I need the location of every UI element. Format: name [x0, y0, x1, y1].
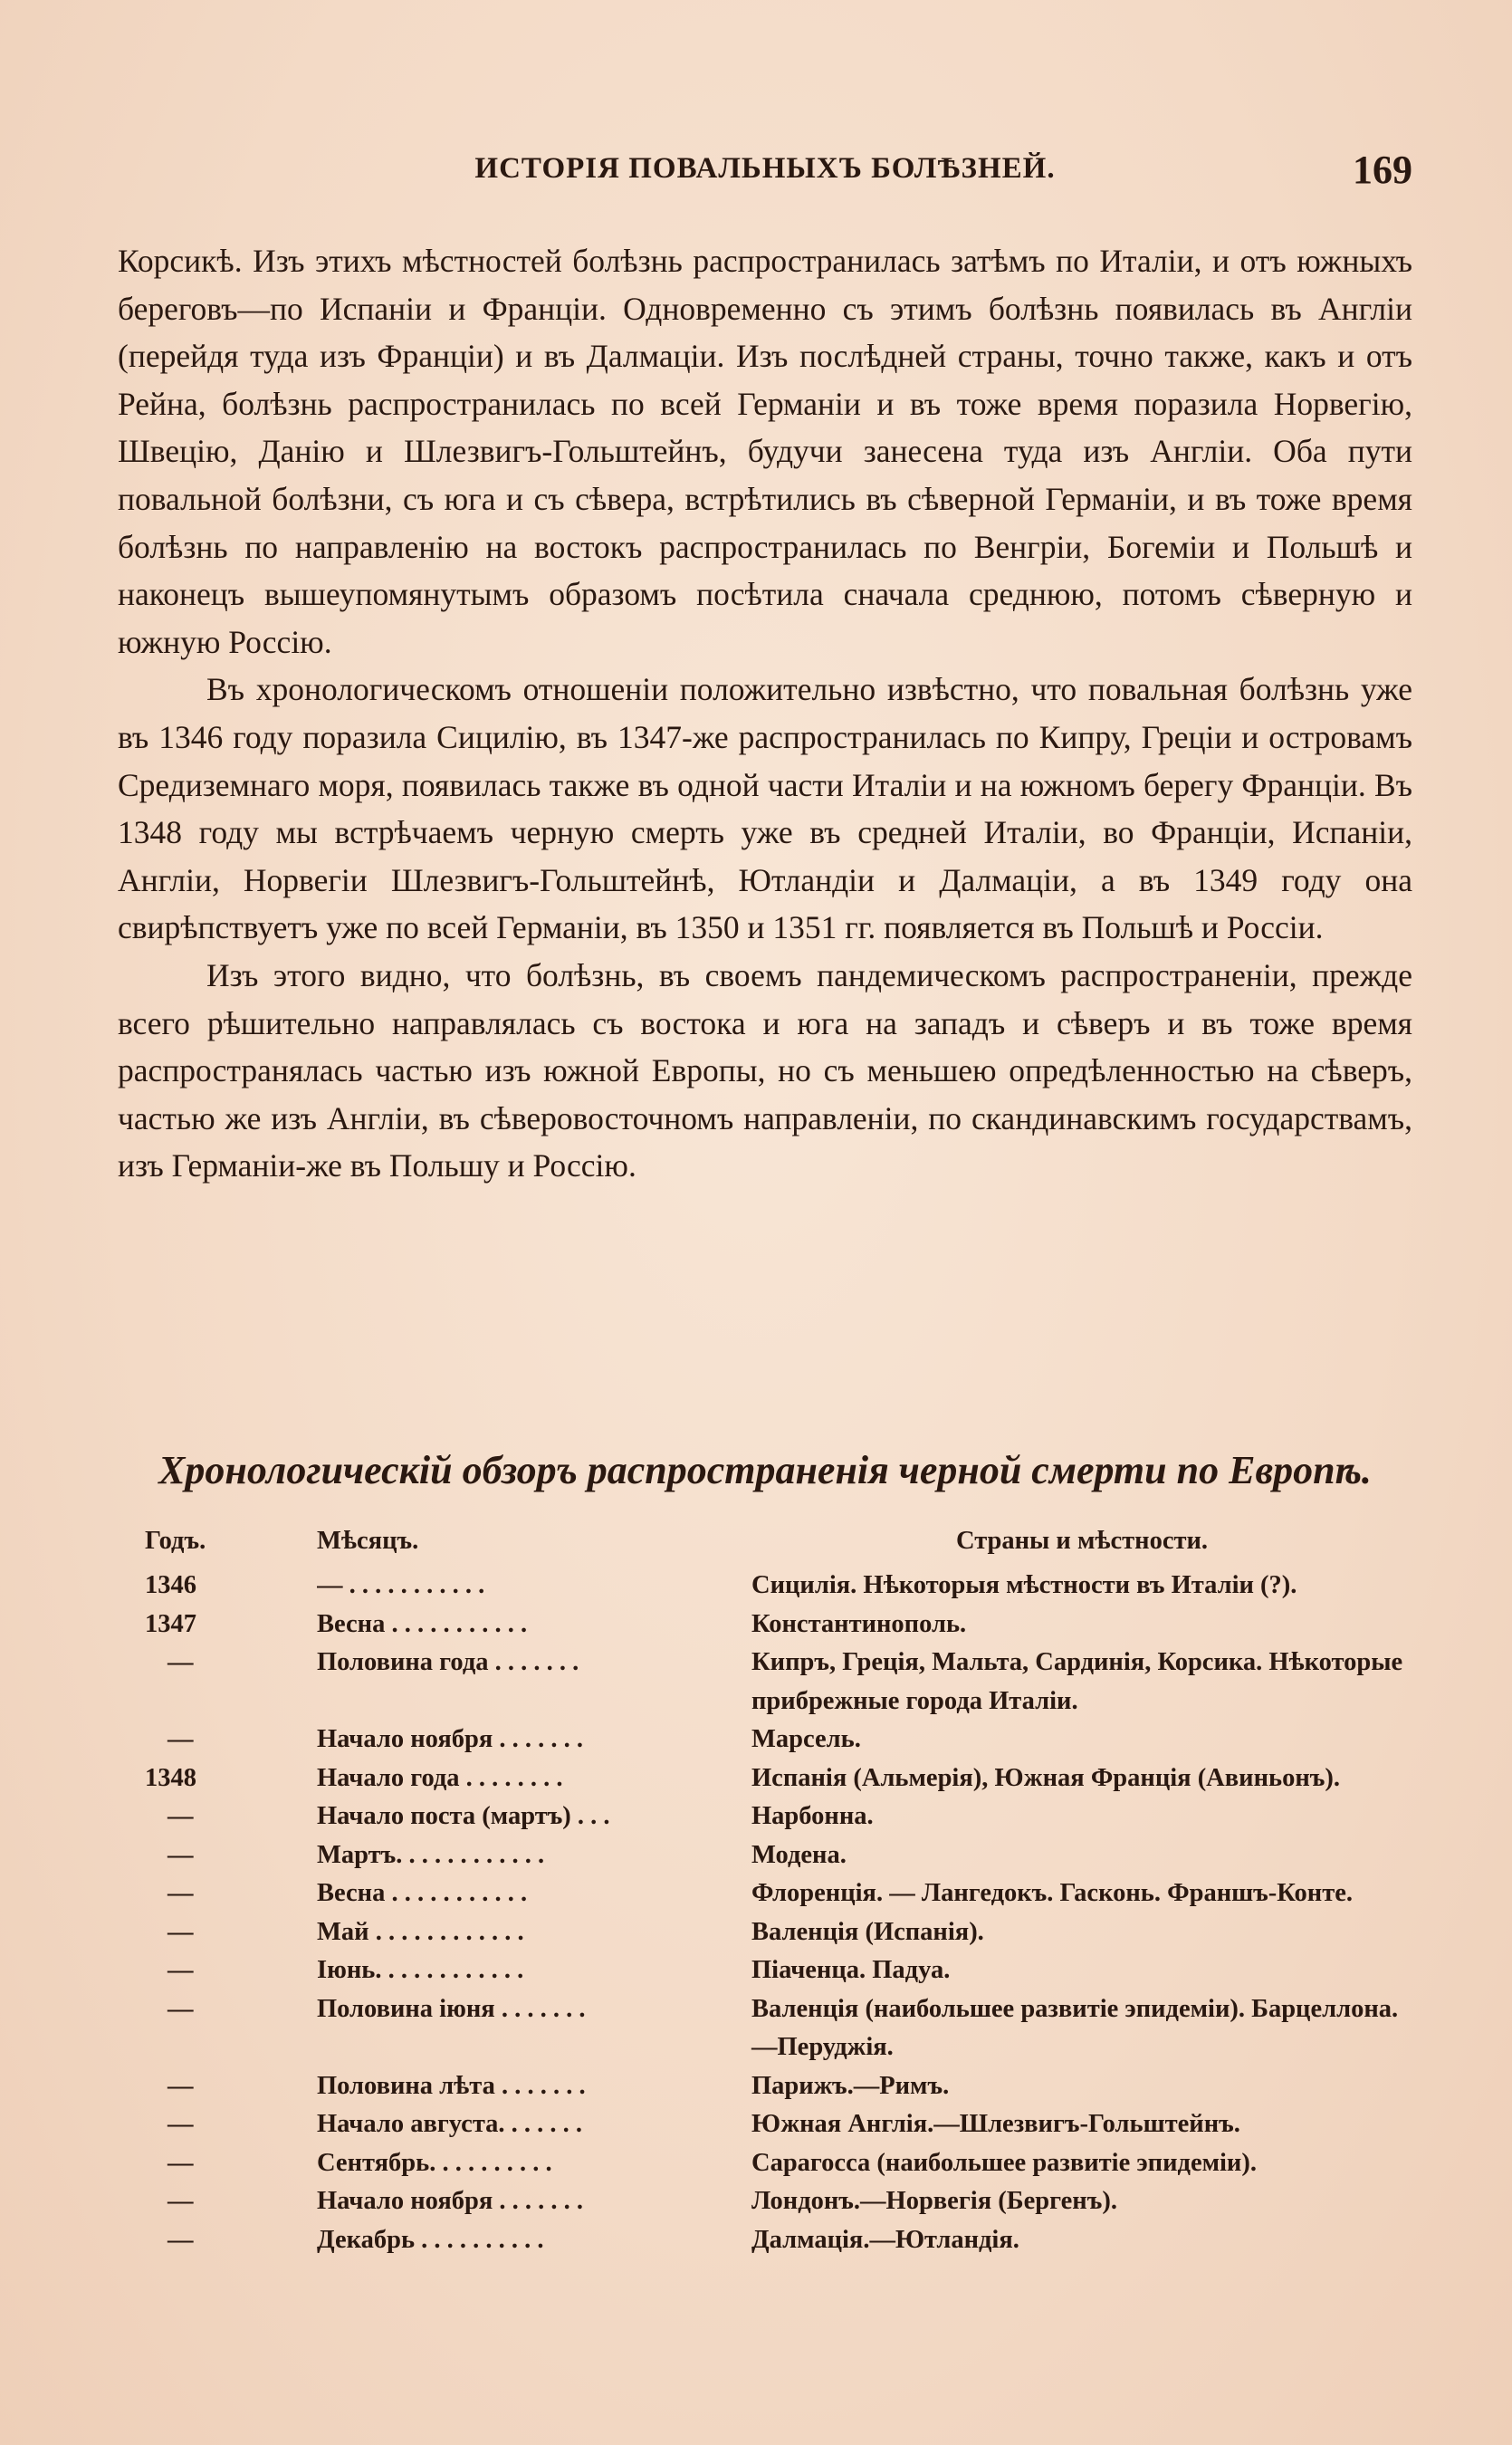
cell-year: —	[167, 2187, 194, 2215]
cell-month: Половина іюня . . . . . . .	[317, 1994, 586, 2023]
cell-month: Начало года . . . . . . . .	[317, 1763, 563, 1792]
cell-month: Весна . . . . . . . . . . .	[317, 1879, 528, 1907]
cell-place: Испанія (Альмерія), Южная Франція (Авиньонъ).	[751, 1763, 1340, 1792]
cell-place: Модена.	[751, 1840, 847, 1869]
table-body	[145, 1567, 1412, 2259]
cell-place: Сарагосса (наибольшее развитіе эпидеміи).	[751, 2148, 1257, 2177]
cell-year: —	[167, 1725, 194, 1753]
header-place: Страны и мѣстности.	[955, 1527, 1209, 1555]
table-row	[145, 1836, 1412, 1875]
cell-month: Декабрь . . . . . . . . . .	[317, 2225, 544, 2254]
cell-year: —	[167, 1879, 194, 1907]
cell-month: Сентябрь. . . . . . . . . .	[317, 2148, 552, 2177]
table-row	[145, 2221, 1412, 2260]
table-row	[145, 1913, 1412, 1952]
cell-place: Лондонъ.—Норвегія (Бергенъ).	[751, 2187, 1117, 2215]
body-text	[118, 237, 1412, 1190]
cell-month: Половина лѣта . . . . . . .	[317, 2071, 586, 2100]
paragraph: Корсикѣ. Изъ этихъ мѣстностей болѣзнь распространилась затѣмъ по Италіи, и отъ южныхъ береговъ—по Испаніи и Франціи. Одновременно съ этимъ болѣзнь появилась въ Англіи (перейдя туда изъ Франціи) и въ Далмаціи. Изъ послѣдней страны, точно также, какъ и отъ Рейна, болѣзнь распространилась по всей Германіи и въ тоже время поразила Норвегію, Швецію, Данію и Шлезвигъ-Гольштейнъ, будучи занесена туда изъ Англіи. Оба пути повальной болѣзни, съ юга и съ сѣвера, встрѣтились въ сѣверной Германіи, и въ тоже время болѣзнь по направленію на востокъ распространилась по Венгріи, Богеміи и Польшѣ и наконецъ вышеупомянутымъ образомъ посѣтила сначала среднюю, потомъ сѣверную и южную Россію.	[118, 243, 1412, 660]
cell-place: Піаченца. Падуа.	[751, 1956, 951, 1984]
table-row	[145, 1874, 1412, 1913]
cell-place: Южная Англія.—Шлезвигъ-Гольштейнъ.	[751, 2110, 1240, 2138]
page-number: 169	[1353, 148, 1412, 192]
table-row	[145, 1990, 1412, 2067]
cell-year: —	[167, 1840, 194, 1869]
cell-year: —	[167, 1648, 194, 1676]
table-row	[145, 1644, 1412, 1721]
cell-place: Нарбонна.	[751, 1802, 874, 1830]
cell-year: —	[167, 2110, 194, 2138]
page-header	[118, 147, 1412, 201]
table-row	[145, 2144, 1412, 2183]
cell-month: Начало ноября . . . . . . .	[317, 1725, 584, 1753]
table-row	[145, 2105, 1412, 2144]
cell-month: Іюнь. . . . . . . . . . . .	[317, 1956, 524, 1984]
cell-place: Валенція (Испанія).	[751, 1917, 984, 1946]
cell-month: Май . . . . . . . . . . . .	[317, 1917, 524, 1946]
cell-month: Начало ноября . . . . . . .	[317, 2187, 584, 2215]
cell-place: Кипръ, Греція, Мальта, Сардинія, Корсика. Нѣкоторые прибрежные города Италіи.	[751, 1648, 1403, 1715]
cell-year: —	[167, 1994, 194, 2023]
cell-month: — . . . . . . . . . . .	[317, 1571, 485, 1599]
cell-place: Марсель.	[751, 1725, 861, 1753]
table-row	[145, 1798, 1412, 1836]
table-row	[145, 1759, 1412, 1798]
cell-year: —	[167, 1802, 194, 1830]
paragraph: Въ хронологическомъ отношеніи положительно извѣстно, что повальная болѣзнь уже въ 1346 году поразила Сицилію, въ 1347-же распространилась по Кипру, Греціи и островамъ Средиземнаго моря, появилась также въ одной части Италіи и на южномъ берегу Франціи. Въ 1348 году мы встрѣчаемъ черную смерть уже въ средней Италіи, во Франціи, Испаніи, Англіи, Норвегіи Шлезвигъ-Гольштейнѣ, Ютландіи и Далмаціи, а въ 1349 году она свирѣпствуетъ уже по всей Германіи, въ 1350 и 1351 гг. появляется въ Польшѣ и Россіи.	[118, 671, 1412, 946]
cell-year: 1347	[145, 1609, 196, 1638]
cell-year: —	[167, 2071, 194, 2100]
section-title: Хронологическій обзоръ распространенія черной смерти по Европѣ.	[158, 1448, 1372, 1492]
cell-year: 1348	[145, 1763, 196, 1792]
cell-place: Парижъ.—Римъ.	[751, 2071, 950, 2100]
paragraph: Изъ этого видно, что болѣзнь, въ своемъ пандемическомъ распространеніи, прежде всего рѣшительно направлялась съ востока и юга на западъ и сѣверъ и въ тоже время распространялась частью изъ южной Европы, но съ меньшею опредѣленностью на сѣверъ, частью же изъ Англіи, въ сѣверовосточномъ направленіи, по скандинавскимъ государствамъ, изъ Германіи-же въ Польшу и Россію.	[118, 956, 1412, 1184]
chronology-table	[145, 1527, 1412, 2259]
table-row	[145, 1951, 1412, 1990]
table-row	[145, 1721, 1412, 1759]
cell-year: —	[167, 2225, 194, 2254]
cell-month: Начало поста (мартъ) . . .	[317, 1802, 610, 1830]
table-row	[145, 2182, 1412, 2221]
cell-month: Весна . . . . . . . . . . .	[317, 1609, 528, 1638]
cell-month: Половина года . . . . . . .	[317, 1648, 579, 1676]
cell-place: Флоренція. — Лангедокъ. Гасконь. Франшъ-Конте.	[751, 1879, 1353, 1907]
cell-year: 1346	[145, 1571, 196, 1599]
header-month: Мѣсяцъ.	[317, 1527, 419, 1555]
cell-place: Сицилія. Нѣкоторыя мѣстности въ Италіи (?).	[751, 1571, 1297, 1599]
cell-place: Валенція (наибольшее развитіе эпидеміи). Барцеллона.—Перуджія.	[751, 1994, 1399, 2061]
cell-month: Начало августа. . . . . . .	[317, 2110, 583, 2138]
running-title: ИСТОРІЯ ПОВАЛЬНЫХЪ БОЛѢЗНЕЙ.	[474, 152, 1056, 185]
table-row	[145, 1606, 1412, 1644]
table-row	[145, 1567, 1412, 1606]
cell-year: —	[167, 1917, 194, 1946]
header-year: Годъ.	[145, 1527, 206, 1555]
table-row	[145, 2067, 1412, 2106]
cell-place: Далмація.—Ютландія.	[751, 2225, 1019, 2254]
cell-year: —	[167, 1956, 194, 1984]
cell-place: Константинополь.	[751, 1609, 967, 1638]
table-header	[145, 1527, 1412, 1567]
cell-year: —	[167, 2148, 194, 2177]
cell-month: Мартъ. . . . . . . . . . . .	[317, 1840, 545, 1869]
